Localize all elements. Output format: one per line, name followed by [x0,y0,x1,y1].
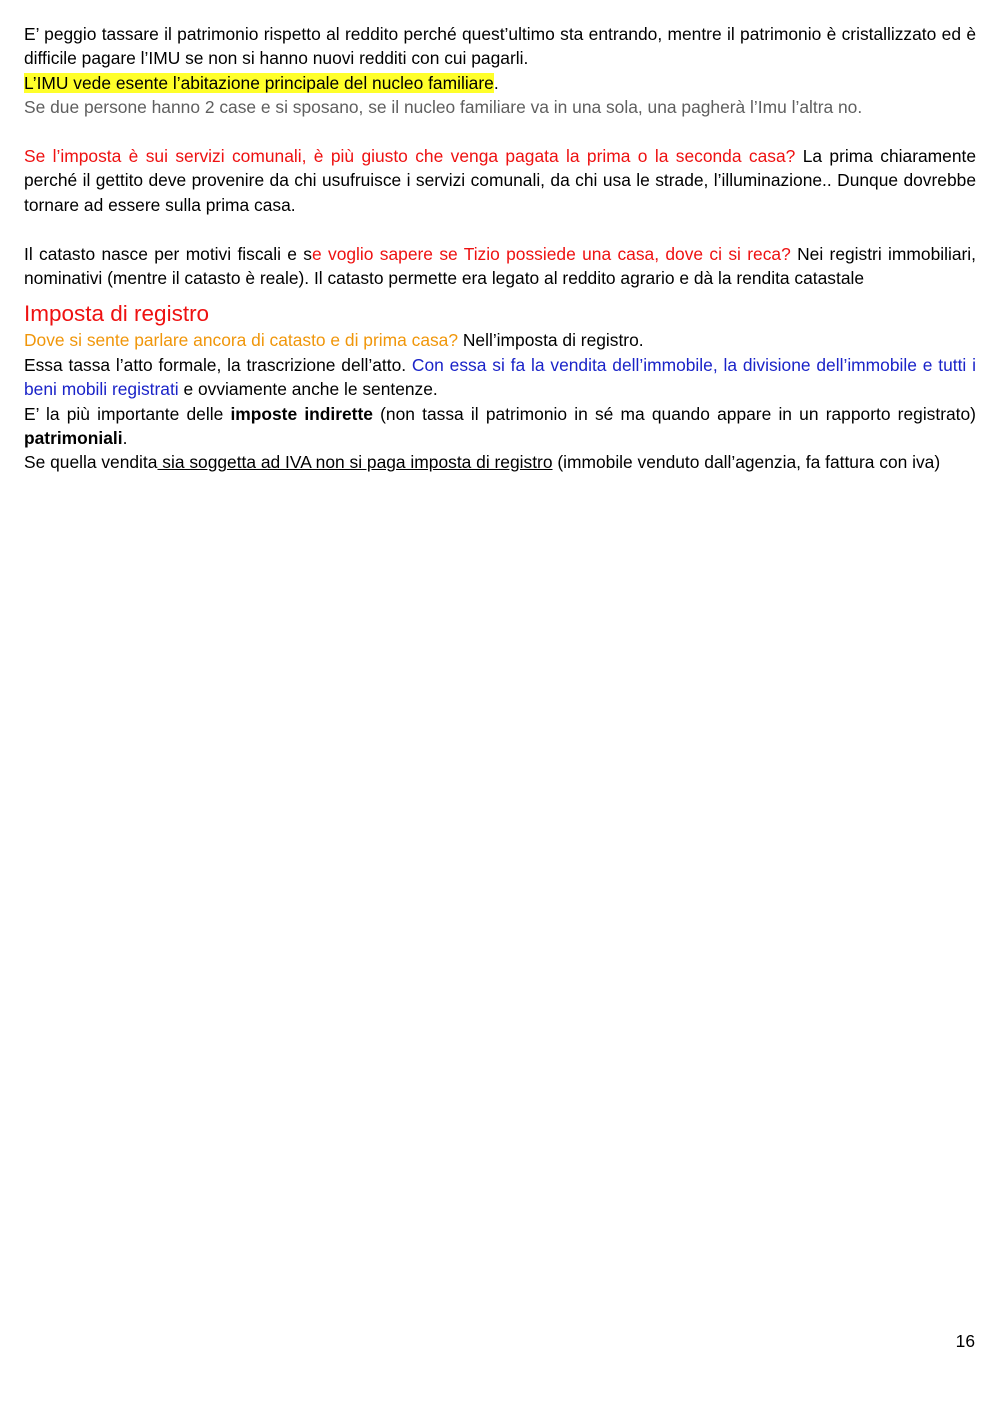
catasto-intro-text: Il catasto nasce per motivi fiscali e s [24,243,312,264]
question-servizi-comunali: Se l’imposta è sui servizi comunali, è più giusto che venga pagata la prima o la seconda casa? [24,146,796,167]
paragraph-due-persone-text: Se due persone hanno 2 case e si sposano, se il nucleo familiare va in una sola, una pagherà l’Imu l’altra no. [24,97,863,118]
section-heading-imposta-registro: Imposta di registro [24,301,210,327]
paragraph-imposte-indirette [24,402,976,451]
bold-patrimoniali: patrimoniali [24,428,123,449]
period-text: . [493,72,499,93]
paragraph-patrimonio [24,22,976,71]
importante-text: E’ la più importante delle [24,403,231,424]
answer-imposta-registro: Nell’imposta di registro. [458,330,644,351]
paragraph-servizi-comunali [24,144,976,217]
rapporto-registrato-text: (non tassa il patrimonio in sé ma quando appare in un rapporto registrato) [372,403,976,424]
blank-line [24,217,976,241]
page-number: 16 [955,1331,975,1351]
atto-formale-text: Essa tassa l’atto formale, la trascrizione dell’atto. [24,354,412,375]
agenzia-text: (immobile venduto dall’agenzia, fa fattura con iva) [552,452,941,473]
highlighted-imu-text: L’IMU vede esente l’abitazione principale del nucleo familiare [24,72,494,93]
period-text: . [122,428,128,449]
paragraph-patrimonio-text: E’ peggio tassare il patrimonio rispetto al reddito perché quest’ultimo sta entrando, mentre il patrimonio è cristallizzato ed è difficile pagare l’IMU se non si hanno nuovi redditi con cui pagarli. [24,24,976,69]
paragraph-atto-formale [24,353,976,402]
paragraph-imu-esente [24,71,976,95]
paragraph-due-persone [24,95,976,119]
vendita-text: Se quella vendita [24,452,158,473]
document-page [24,22,976,475]
paragraph-catasto [24,242,976,291]
answer-registri-immobiliari: Nei registri immobiliari, nominativi (mentre il catasto è reale). Il catasto permette era legato al reddito agrario e dà la rendita catastale [24,243,976,289]
sentenze-text: e ovviamente anche le sentenze. [178,379,438,400]
underlined-iva-text: sia soggetta ad IVA non si paga imposta di registro [157,452,553,473]
question-catasto-prima-casa: Dove si sente parlare ancora di catasto e di prima casa? [24,330,459,351]
bold-imposte-indirette: imposte indirette [230,403,373,424]
blue-vendita-immobile-text: Con essa si fa la vendita dell’immobile, la divisione dell’immobile e tutti i beni mobili registrati [24,354,976,400]
paragraph-dove-catasto [24,328,976,352]
question-tizio-casa: e voglio sapere se Tizio possiede una casa, dove ci si reca? [312,243,791,264]
paragraph-iva [24,450,976,474]
answer-servizi-comunali: La prima chiaramente perché il gettito deve provenire da chi usufruisce i servizi comunali, da chi usa le strade, l’illuminazione.. Dunque dovrebbe tornare ad essere sulla prima casa. [24,146,976,215]
blank-line [24,120,976,144]
